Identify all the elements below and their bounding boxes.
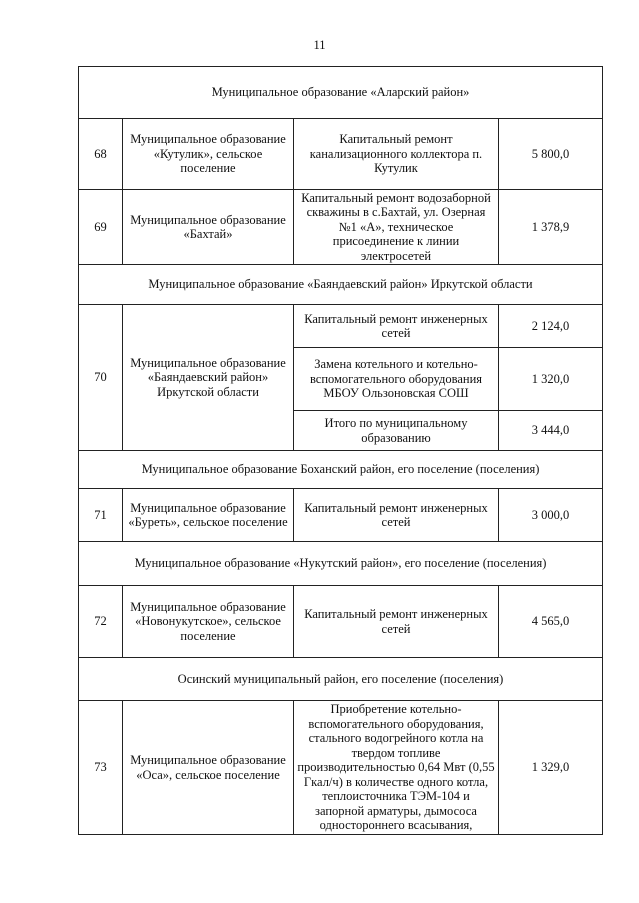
work-cell: Замена котельного и котельно-вспомогательного оборудования МБОУ Ользоновская СОШ [294,348,499,411]
section-row-bayandaevsky [79,265,603,305]
row-number: 69 [79,190,123,265]
amount-cell: 1 329,0 [499,701,603,835]
section-row-osa [79,658,603,701]
row-number: 73 [79,701,123,835]
municipality-cell: Муниципальное образование «Бахтай» [123,190,294,265]
row-number: 70 [79,305,123,451]
work-cell: Капитальный ремонт инженерных сетей [294,586,499,658]
section-title: Муниципальное образование Боханский район, его поселение (поселения) [79,451,603,489]
section-title: Муниципальное образование «Аларский район» [79,67,603,119]
municipality-cell: Муниципальное образование «Кутулик», сельское поселение [123,119,294,190]
amount-cell: 1 320,0 [499,348,603,411]
total-label-cell: Итого по муниципальному образованию [294,411,499,451]
municipality-cell: Муниципальное образование «Новонукутское», сельское поселение [123,586,294,658]
section-row-bokhan [79,451,603,489]
amount-cell: 5 800,0 [499,119,603,190]
row-number: 68 [79,119,123,190]
amount-cell: 3 000,0 [499,489,603,542]
row-number: 72 [79,586,123,658]
table-row [79,305,603,348]
amount-cell: 1 378,9 [499,190,603,265]
work-cell: Капитальный ремонт водозаборной скважины в с.Бахтай, ул. Озерная №1 «А», техническое присоединение к линии электросетей [294,190,499,265]
table-row [79,119,603,190]
work-cell: Капитальный ремонт инженерных сетей [294,489,499,542]
municipality-cell: Муниципальное образование «Оса», сельское поселение [123,701,294,835]
table-row [79,489,603,542]
section-row-alar [79,67,603,119]
table-row [79,701,603,835]
funding-table [78,66,603,835]
section-title: Муниципальное образование «Нукутский район», его поселение (поселения) [79,542,603,586]
table-row [79,190,603,265]
total-amount-cell: 3 444,0 [499,411,603,451]
section-row-nukut [79,542,603,586]
table-row [79,586,603,658]
work-cell: Приобретение котельно-вспомогательного оборудования, стального водогрейного котла на твердом топливе производительностью 0,64 Мвт (0,55 Гкал/ч) в количестве одного котла, теплоисточника ТЭМ-104 и запорной арматуры, дымососа одностороннего всасывания, [294,701,499,835]
section-title: Осинский муниципальный район, его поселение (поселения) [79,658,603,701]
work-cell: Капитальный ремонт канализационного коллектора п. Кутулик [294,119,499,190]
section-title: Муниципальное образование «Баяндаевский район» Иркутской области [79,265,603,305]
amount-cell: 2 124,0 [499,305,603,348]
amount-cell: 4 565,0 [499,586,603,658]
municipality-cell: Муниципальное образование «Баяндаевский район» Иркутской области [123,305,294,451]
row-number: 71 [79,489,123,542]
municipality-cell: Муниципальное образование «Буреть», сельское поселение [123,489,294,542]
work-cell: Капитальный ремонт инженерных сетей [294,305,499,348]
page-number: 11 [313,38,326,52]
